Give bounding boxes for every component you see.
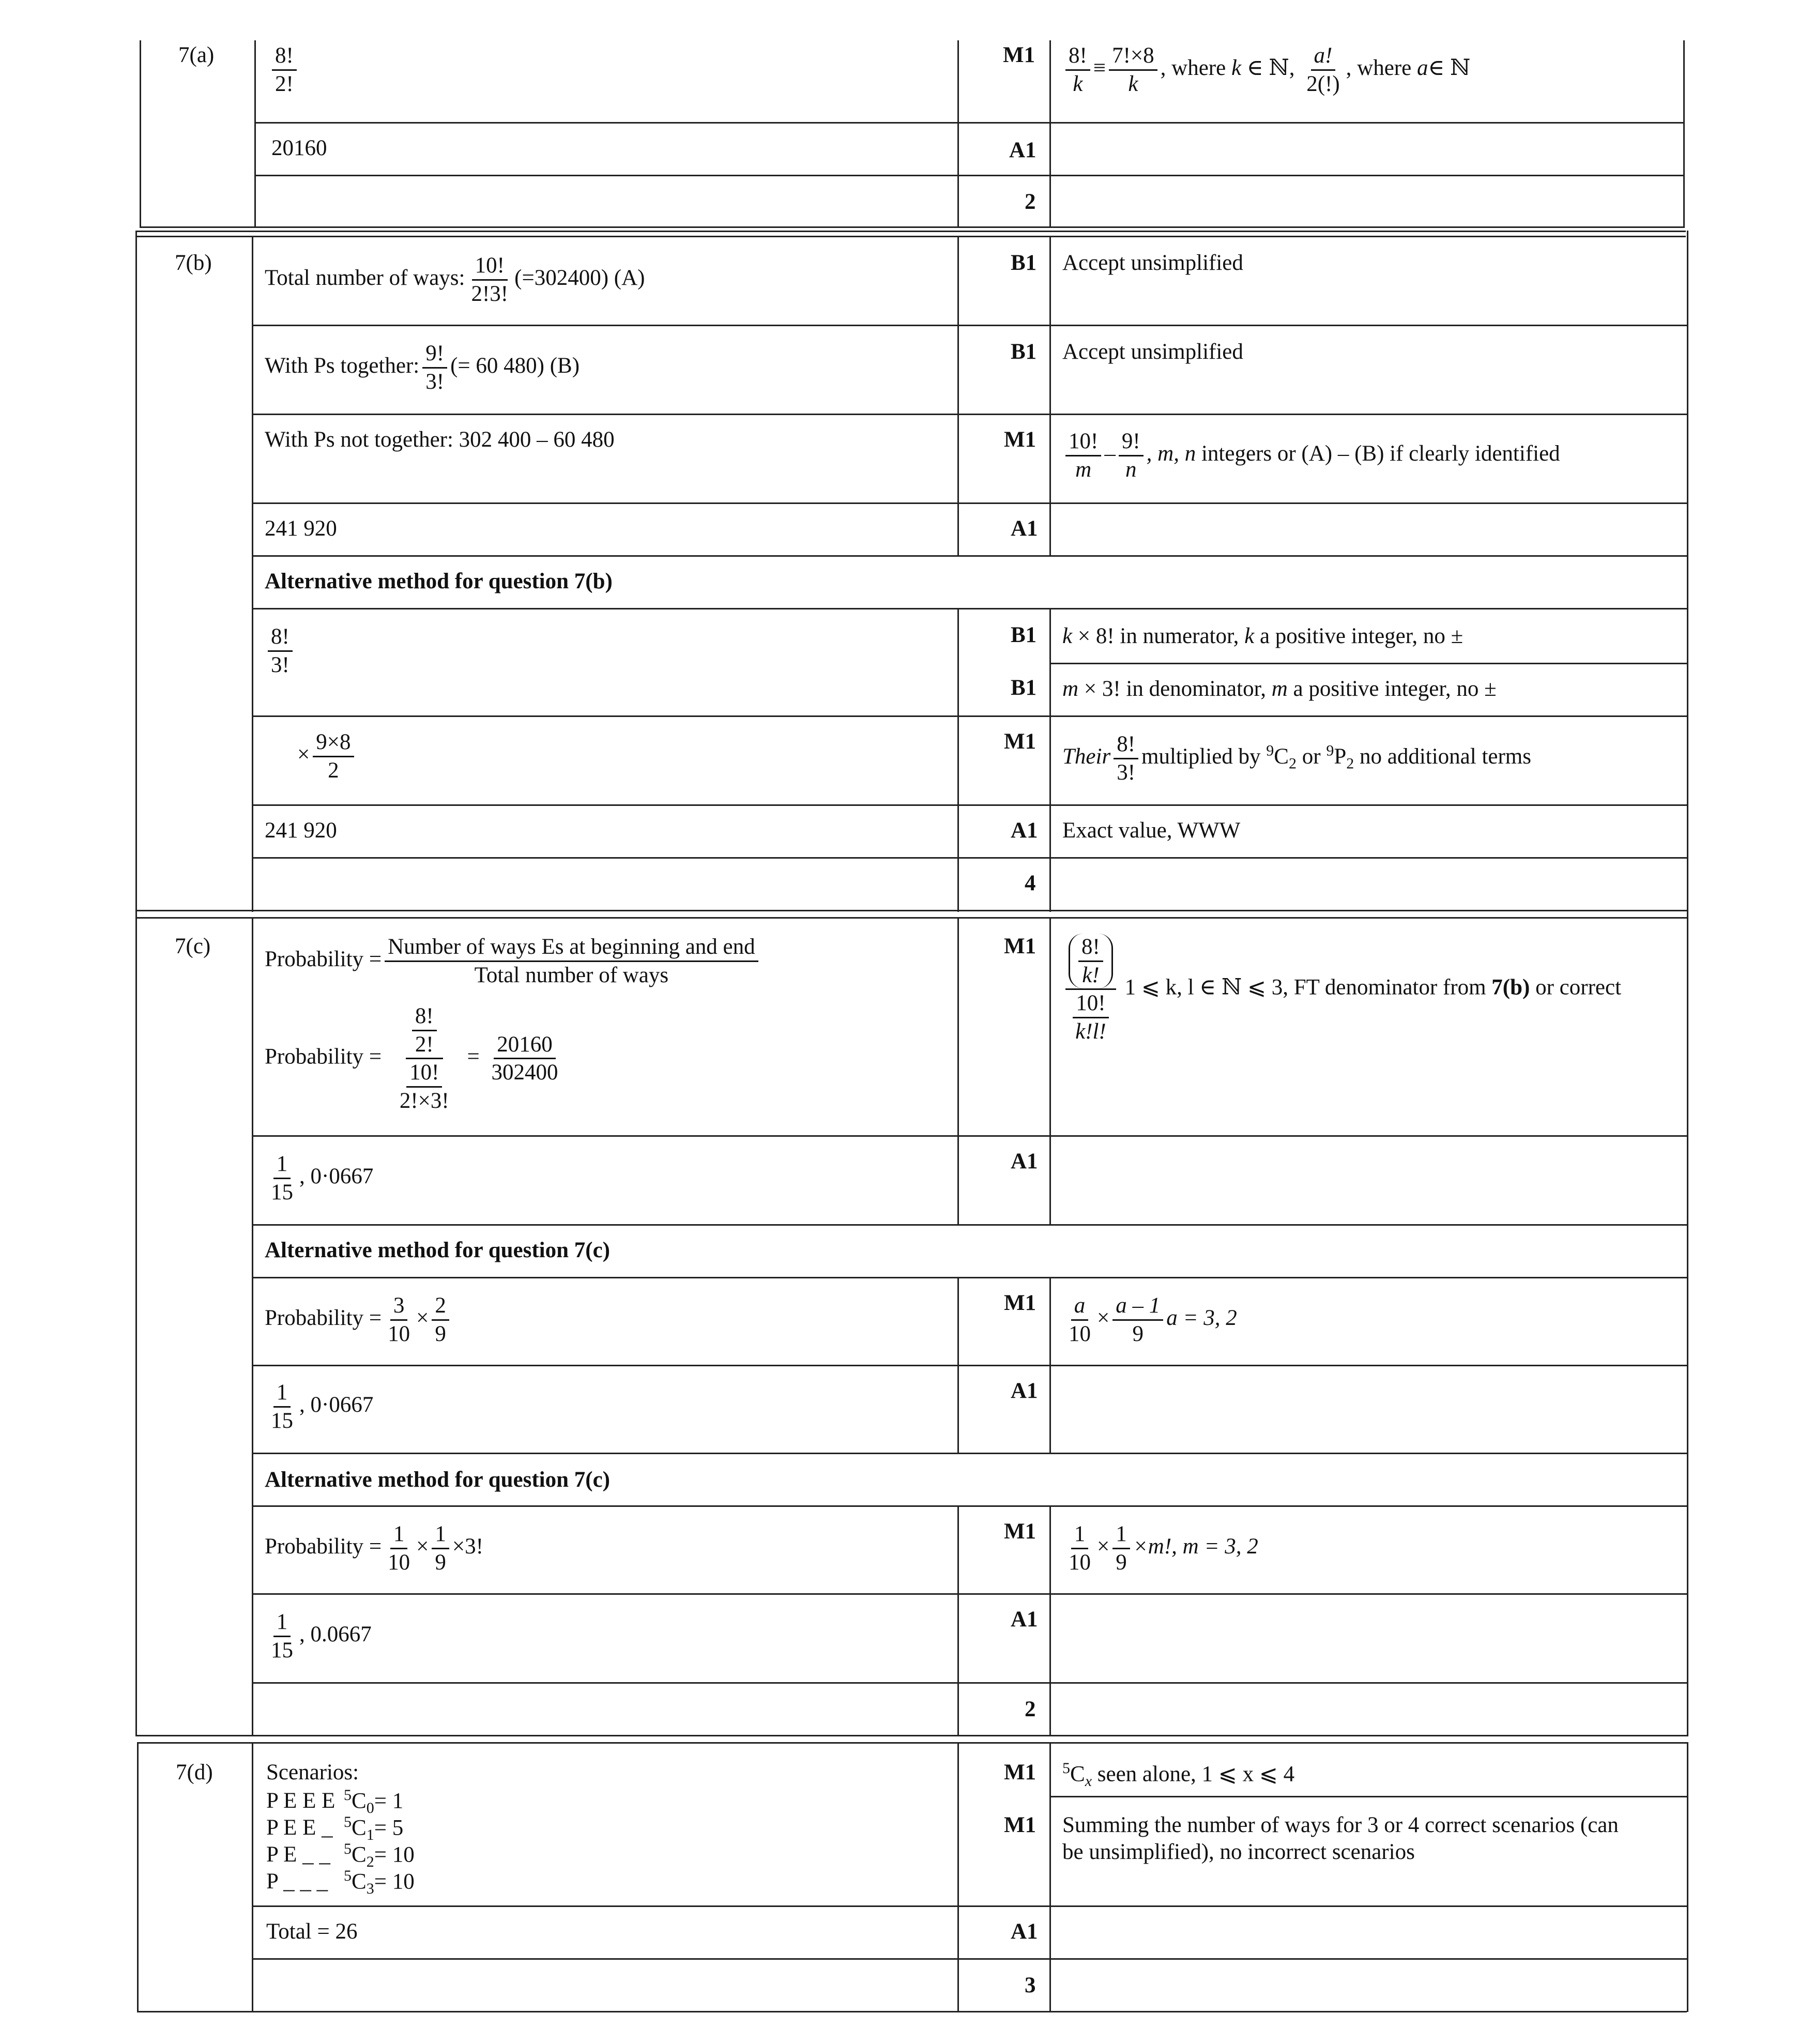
note-7b-b1-together: Accept unsimplified (1062, 340, 1243, 364)
note-7b-m1-not-together: $\frac{10!}{m}$ – $\frac{9!}{n}$ , m, n integers or (A) – (B) if clearly identified (1062, 428, 1560, 483)
mark-7c-m1: M1 (1004, 934, 1036, 958)
answer-7a-fraction: $\frac{8!}{2!}$ (269, 42, 300, 97)
note-7b-alt-m1: Their $\frac{8!}{3!}$ multiplied by $^9C_2$ or $^9P_2$ no additional terms (1062, 732, 1531, 785)
probability-calculation: Probability = $\frac{\frac{8!}{2!}}{\frac{10!}{2!\times 3!}}$ = $\frac{20160}{302400}$ (265, 1004, 558, 1113)
note-7d-m1b-line2: be unsimplified), no incorrect scenarios (1062, 1840, 1415, 1864)
mark-7a-m1: M1 (1003, 43, 1035, 67)
alt-heading-7c-1: Alternative method for question 7(c) (265, 1238, 610, 1262)
mark-7b-b1-together: B1 (1011, 340, 1037, 364)
alt-7b-multiplier: × $\frac{9\times 8}{2}$ (297, 729, 357, 784)
mark-7d-m1a: M1 (1004, 1760, 1036, 1784)
scenario-row: P _ _ _ $^5C_3= 10$ (266, 1867, 415, 1897)
total-mark-7a: 2 (1025, 190, 1036, 214)
note-7d-m1a: $^5C_x$ seen alone, 1 ⩽ x ⩽ 4 (1062, 1760, 1295, 1790)
alt-heading-7c-2: Alternative method for question 7(c) (265, 1468, 610, 1492)
mark-7c-a1-3: A1 (1011, 1607, 1038, 1631)
mark-7c-a1-1: A1 (1011, 1149, 1038, 1173)
total-7d-line: Total = 26 (266, 1919, 358, 1944)
mark-7b-m1-not-together: M1 (1004, 428, 1036, 452)
note-7c-alt2-m1: $\frac{1}{10}$ × $\frac{1}{9}$ ×m!, m = 3, 2 (1069, 1522, 1258, 1575)
note-7d-m1b-line1: Summing the number of ways for 3 or 4 correct scenarios (can (1062, 1813, 1619, 1837)
answer-7b-value: 241 920 (265, 516, 337, 541)
scenario-row: P E E E $^5C_0= 1$ (266, 1787, 404, 1817)
ps-together-line: With Ps together: $\frac{9!}{3!}$ (= 60 480) (B) (265, 341, 580, 394)
mark-7b-a1: A1 (1011, 516, 1038, 541)
mark-7b-alt-b1b: B1 (1011, 676, 1037, 700)
question-label-7d: 7(d) (176, 1760, 213, 1784)
answer-7c-value-3: $\frac{1}{15}$ , 0.0667 (271, 1610, 372, 1662)
note-7b-alt-b1a: k × 8! in numerator, k a positive integer, no ± (1062, 624, 1464, 648)
total-ways-line: Total number of ways: $\frac{10!}{2!3!}$ (=302400) (A) (265, 253, 645, 306)
note-7c-m1: $\frac{\frac{8!}{k!}}{\frac{10!}{k!l!}}$ 1 ⩽ k, l ∈ ℕ ⩽ 3, FT denominator from 7(b) or correct (1062, 934, 1621, 1045)
note-7a-m1: $\frac{8!}{k}$ ≡ $\frac{7!\times 8}{k}$ , where k ∈ ℕ, $\frac{a!}{2(!)}$ , where a∈ ℕ (1062, 42, 1470, 97)
mark-7c-alt2-m1: M1 (1004, 1519, 1036, 1544)
note-7b-alt-b1b: m × 3! in denominator, m a positive integer, no ± (1062, 677, 1497, 701)
alt1-7c-probability: Probability = $\frac{3}{10}$ × $\frac{2}{9}$ (265, 1292, 452, 1347)
alt-7b-fraction: $\frac{8!}{3!}$ (265, 623, 296, 678)
question-label-7a: 7(a) (178, 43, 215, 67)
scenario-row: P E _ _ $^5C_2= 10$ (266, 1840, 415, 1870)
total-mark-7d: 3 (1025, 1973, 1036, 1997)
question-label-7b: 7(b) (175, 251, 212, 275)
mark-7c-alt1-m1: M1 (1004, 1291, 1036, 1315)
alt-heading-7b: Alternative method for question 7(b) (265, 569, 613, 593)
mark-7a-a1: A1 (1009, 138, 1036, 162)
mark-7b-alt-a1: A1 (1011, 818, 1038, 843)
mark-7b-alt-b1a: B1 (1011, 623, 1037, 647)
note-7b-b1-total: Accept unsimplified (1062, 251, 1243, 275)
note-7b-alt-a1: Exact value, WWW (1062, 818, 1241, 843)
mark-7b-alt-m1: M1 (1004, 729, 1036, 754)
mark-7c-a1-2: A1 (1011, 1379, 1038, 1403)
answer-7c-value-1: $\frac{1}{15}$ , 0·0667 (271, 1152, 374, 1204)
scenario-row: P E E _ $^5C_1= 5$ (266, 1813, 404, 1843)
mark-7d-m1b: M1 (1004, 1813, 1036, 1837)
total-mark-7c: 2 (1025, 1697, 1036, 1721)
answer-7a-value: 20160 (271, 136, 327, 160)
note-7c-alt1-m1: $\frac{a}{10}$ × $\frac{a - 1}{9}$ a = 3, 2 (1069, 1293, 1237, 1346)
scenarios-title: Scenarios: (266, 1760, 359, 1784)
probability-word-formula: Probability = $\frac{\text{Number of ways Es at beginning and end}}{\text{Total number of ways}}$ (265, 934, 761, 988)
mark-7d-a1: A1 (1011, 1919, 1038, 1944)
answer-7c-value-2: $\frac{1}{15}$ , 0·0667 (271, 1380, 374, 1433)
question-label-7c: 7(c) (175, 934, 211, 958)
ps-not-together-line: With Ps not together: 302 400 – 60 480 (265, 428, 615, 452)
alt2-7c-probability: Probability = $\frac{1}{10}$ × $\frac{1}{9}$ ×3! (265, 1522, 483, 1575)
mark-7b-b1-total: B1 (1011, 251, 1037, 275)
total-mark-7b: 4 (1025, 871, 1036, 895)
alt-answer-7b-value: 241 920 (265, 818, 337, 843)
